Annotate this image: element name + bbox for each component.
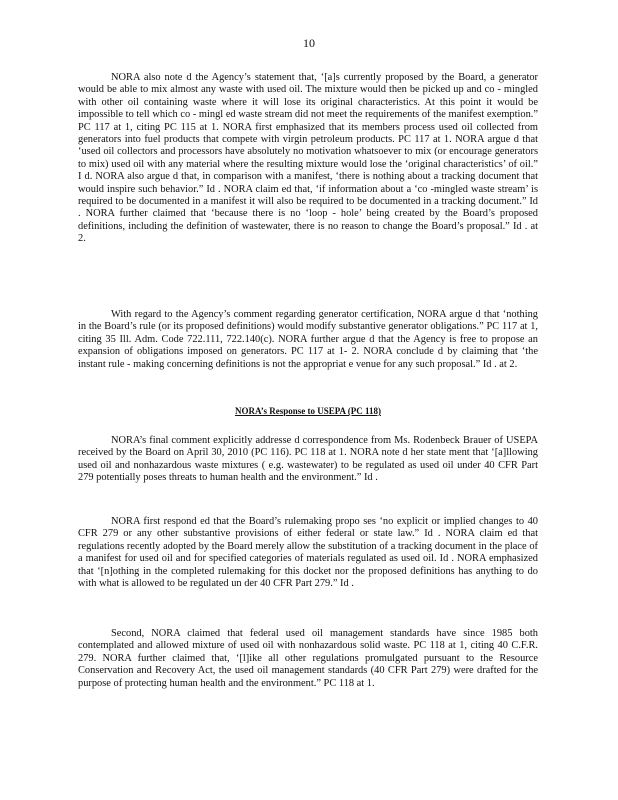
paragraph-second-response: Second, NORA claimed that federal used oil management standards have since 1985 both contemplated and allowed mixture of used oil with nonhazardous solid waste. PC 118 at 1, citing 40 C.F.R. 279. NORA further claimed that, ‘[l]ike all other regulations promulgated pursuant to the Resource Conservation and Recovery Act, the used oil management standards (40 CFR Part 279) were drafted for the purpose of protecting human health and the environment.” PC 118 at 1. (78, 628, 538, 689)
paragraph-final-comment: NORA’s final comment explicitly addresse d correspondence from Ms. Rodenbeck Brauer of USEPA received by the Board on April 30, 2010 (PC 116). PC 118 at 1. NORA note d her state ment that ‘[a]llowing used oil and nonhazardous waste mixtures ( e.g. wastewater) to be regulated as used oil under 40 CFR Part 279 potentially poses threats to human health and the environment.” Id . (78, 435, 538, 484)
section-heading: NORA’s Response to USEPA (PC 118) (234, 406, 382, 416)
page-number: 10 (303, 36, 315, 50)
paragraph-generator-certification: With regard to the Agency’s comment regarding generator certification, NORA argue d that ‘nothing in the Board’s rule (or its proposed definitions) would modify substantive generator obligations.” PC 117 at 1, citing 35 Ill. Adm. Code 722.111, 722.140(c). NORA further argue d that the Agency is free to propose an expansion of obligations imposed on generators. PC 117 at 1- 2. NORA conclude d by claiming that ‘the instant rule - making concerning definitions is not the appropriat e venue for any such proposal.” Id . at 2. (78, 309, 538, 370)
paragraph-first-response: NORA first respond ed that the Board’s rulemaking propo ses ‘no explicit or implied changes to 40 CFR 279 or any other substantive provisions of either federal or state law.” Id . NORA claim ed that regulations recently adopted by the Board merely allow the substitution of a tracking document in the place of a manifest for used oil and for specified categories of materials regulated as used oil. Id . NORA emphasized that ‘[n]othing in the completed rulemaking for this docket nor the proposed definitions has anything to do with what is allowed to be regulated un der 40 CFR Part 279.” Id . (78, 516, 538, 590)
paragraph-agency-statement: NORA also note d the Agency’s statement that, ‘[a]s currently proposed by the Board, a generator would be able to mix almost any waste with used oil. The mixture would then be picked up and co - mingled with other oil containing waste where it will lose its original characteristics. At this point it would be impossible to tell which co - mingl ed waste stream did not meet the requirements of the manifest exemption.” PC 117 at 1, citing PC 115 at 1. NORA first emphasized that its members process used oil collected from generators into fuel products that compete with virgin petroleum products. PC 117 at 1. NORA argue d that ‘used oil collectors and processors have absolutely no motivation whatsoever to mix (or encourage generators to mix) used oil with any material where the resulting mixture would lose the ‘original characteristics’ of oil.” I d. NORA also argue d that, in comparison with a manifest, ‘there is nothing about a tracking document that would inspire such behavior.” Id . NORA claim ed that, ‘if information about a ‘co -mingled waste stream’ is required to be documented in a manifest it will also be required to be documented in a tracking document.” Id . NORA further claimed that ‘because there is no ‘loop - hole’ being created by the Board’s proposed definitions, including the definition of wastewater, there is no reason to change the Board’s proposal.” Id . at 2. (78, 72, 538, 245)
